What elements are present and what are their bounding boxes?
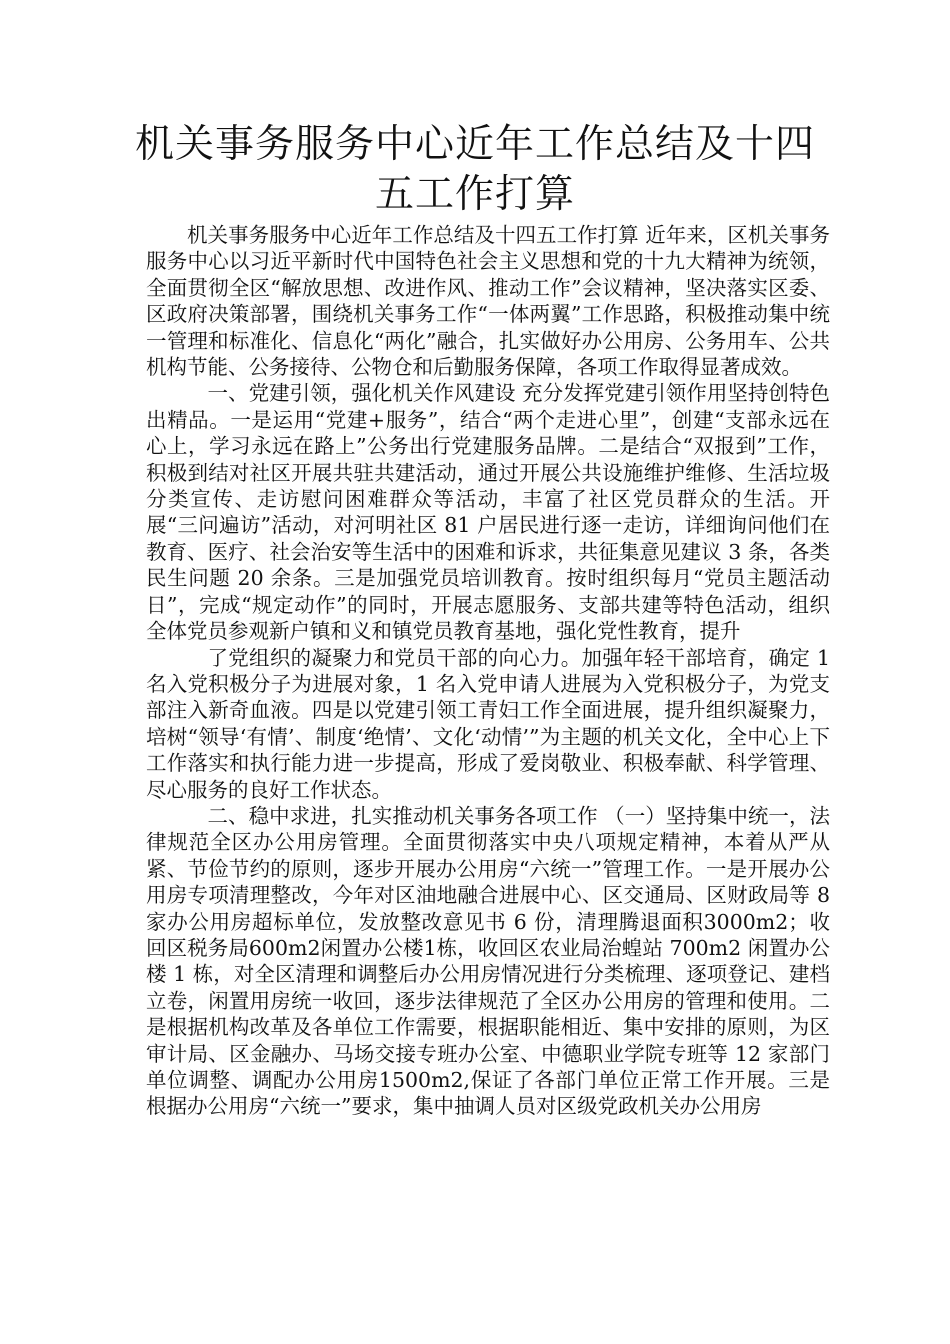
paragraph-intro: 机关事务服务中心近年工作总结及十四五工作打算 近年来，区机关事务服务中心以习近平新时代中国特色社会主义思想和党的十九大精神为统领，全面贯彻全区“解放思想、改进作风、推动工作”会议精神，坚决落实区委、区政府决策部署，围绕机关事务工作“一体两翼”工作思路，积极推动集中统一管理和标准化、信息化“两化”融合，扎实做好办公用房、公务用车、公共机构节能、公务接待、公物仓和后勤服务保障，各项工作取得显著成效。 <box>146 223 830 380</box>
paragraph-section-2: 二、稳中求进，扎实推动机关事务各项工作 （一）坚持集中统一，法律规范全区办公用房管理。全面贯彻落实中央八项规定精神，本着从严从紧、节俭节约的原则，逐步开展办公用房“六统一”管理工作。一是开展办公用房专项清理整改，今年对区油地融合进展中心、区交通局、区财政局等 8 家办公用房超标单位，发放整改意见书 6 份，清理腾退面积3000m2；收回区税务局600m2闲置办公楼1栋，收回区农业局治蝗站 700m2 闲置办公楼 1 栋，对全区清理和调整后办公用房情况进行分类梳理、逐项登记、建档立卷，闲置用房统一收回，逐步法律规范了全区办公用房的管理和使用。二是根据机构改革及各单位工作需要，根据职能相近、集中安排的原则，为区审计局、区金融办、马场交接专班办公室、中德职业学院专班等 12 家部门单位调整、调配办公用房1500m2,保证了各部门单位正常工作开展。三是根据办公用房“六统一”要求，集中抽调人员对区级党政机关办公用房 <box>146 803 830 1119</box>
paragraph-section-1-continued: 了党组织的凝聚力和党员干部的向心力。加强年轻干部培育，确定 1 名入党积极分子为进展对象，1 名入党申请人进展为入党积极分子，为党支部注入新奇血液。四是以党建引领工青妇工作全面进展，提升组织凝聚力，培树“领导‘有情’、制度‘绝情’、文化‘动情’”为主题的机关文化，全中心上下工作落实和执行能力进一步提高，形成了爱岗敬业、积极奉献、科学管理、尽心服务的良好工作状态。 <box>146 645 830 802</box>
document-title: 机关事务服务中心近年工作总结及十四五工作打算 <box>134 122 815 217</box>
paragraph-section-1: 一、党建引领，强化机关作风建设 充分发挥党建引领作用坚持创特色出精品。一是运用“党建+服务”，结合“两个走进心里”，创建“支部永远在心上，学习永远在路上”公务出行党建服务品牌。二是结合“双报到”工作，积极到结对社区开展共驻共建活动，通过开展公共设施维护维修、生活垃圾分类宣传、走访慰问困难群众等活动，丰富了社区党员群众的生活。开展“三问遍访”活动，对河明社区 81 户居民进行逐一走访，详细询问他们在教育、医疗、社会治安等生活中的困难和诉求，共征集意见建议 3 条，各类民生问题 20 余条。三是加强党员培训教育。按时组织每月“党员主题活动日”，完成“规定动作”的同时，开展志愿服务、支部共建等特色活动，组织全体党员参观新户镇和义和镇党员教育基地，强化党性教育，提升 <box>146 381 830 644</box>
document-body <box>146 222 830 1120</box>
